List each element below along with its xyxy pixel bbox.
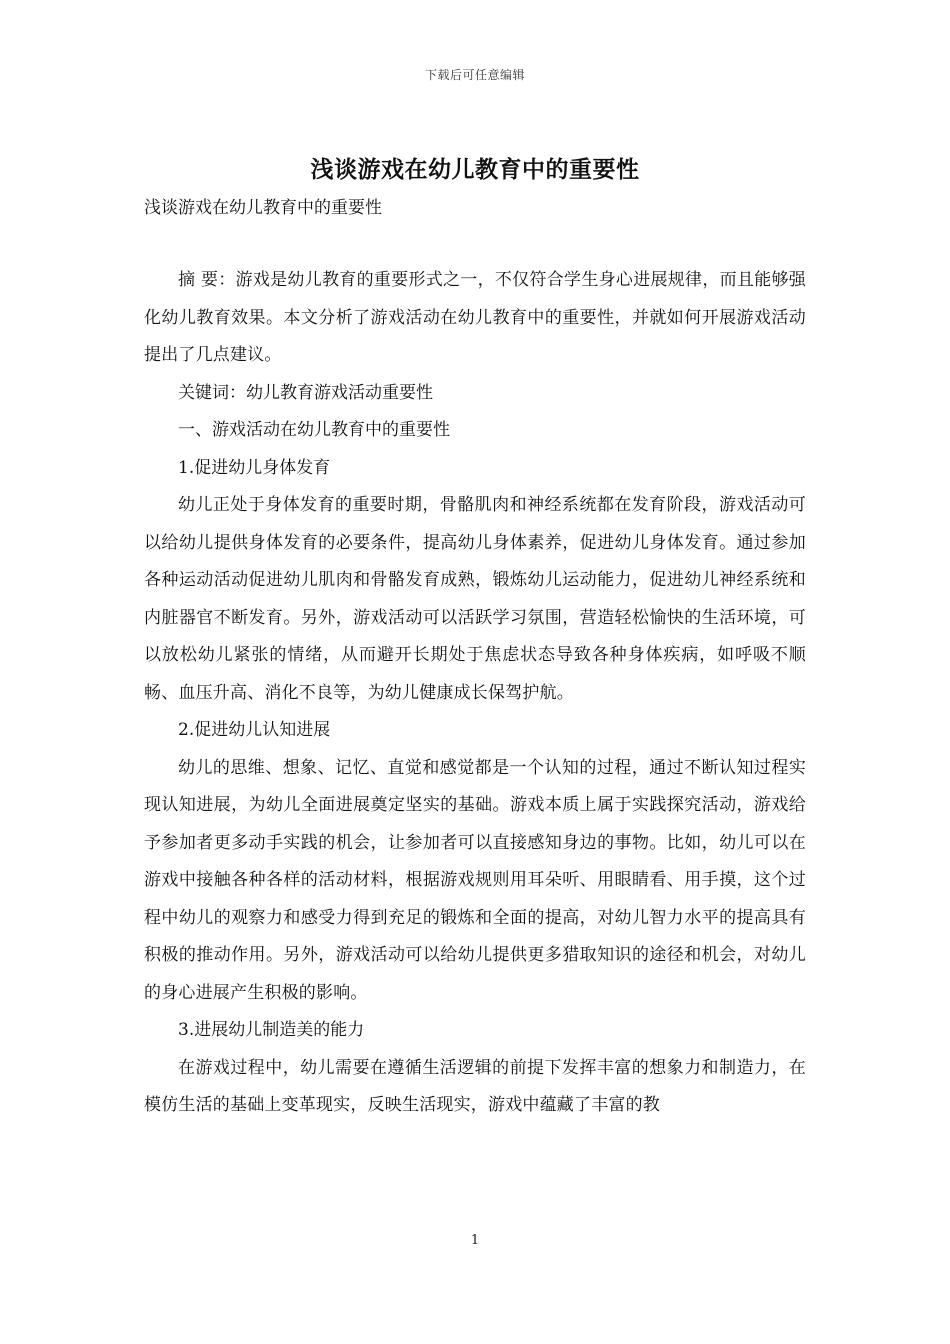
keywords-line: 关键词：幼儿教育游戏活动重要性	[178, 382, 433, 403]
subsection-heading-3: 3.进展幼儿制造美的能力	[178, 1020, 365, 1040]
page-number: 1	[470, 1233, 480, 1248]
subsection-paragraph-1: 幼儿正处于身体发育的重要时期，骨骼肌肉和神经系统都在发育阶段，游戏活动可以给幼儿提供身体发育的必要条件，提高幼儿身体素养，促进幼儿身体发育。通过参加各种运动活动促进幼儿肌肉和骨骼发育成熟，锻炼幼儿运动能力，促进幼儿神经系统和内脏器官不断发育。另外，游戏活动可以活跃学习氛围，营造轻松愉快的生活环境，可以放松幼儿紧张的情绪，从而避开长期处于焦虑状态导致各种身体疾病，如呼吸不顺畅、血压升高、消化不良等，为幼儿健康成长保驾护航。	[144, 495, 806, 703]
subsection-heading-2: 2.促进幼儿认知进展	[178, 720, 331, 740]
subsection-paragraph-2: 幼儿的思维、想象、记忆、直觉和感觉都是一个认知的过程，通过不断认知过程实现认知进展，为幼儿全面进展奠定坚实的基础。游戏本质上属于实践探究活动，游戏给予参加者更多动手实践的机会，让参加者可以直接感知身边的事物。比如，幼儿可以在游戏中接触各种各样的活动材料，根据游戏规则用耳朵听、用眼睛看、用手摸，这个过程中幼儿的观察力和感受力得到充足的锻炼和全面的提高，对幼儿智力水平的提高具有积极的推动作用。另外，游戏活动可以给幼儿提供更多猎取知识的途径和机会，对幼儿的身心进展产生积极的影响。	[144, 757, 806, 1003]
subsection-paragraph-3: 在游戏过程中，幼儿需要在遵循生活逻辑的前提下发挥丰富的想象力和制造力，在模仿生活的基础上变革现实，反映生活现实，游戏中蕴藏了丰富的教	[144, 1057, 806, 1115]
header-note: 下载后可任意编辑	[424, 68, 525, 82]
subsection-heading-1: 1.促进幼儿身体发育	[178, 457, 331, 478]
abstract-paragraph: 摘 要：游戏是幼儿教育的重要形式之一，不仅符合学生身心进展规律，而且能够强化幼儿教育效果。本文分析了游戏活动在幼儿教育中的重要性，并就如何开展游戏活动提出了几点建议。	[144, 270, 806, 365]
document-body	[144, 150, 806, 1125]
document-subtitle: 浅谈游戏在幼儿教育中的重要性	[144, 198, 382, 218]
section-heading-1: 一、游戏活动在幼儿教育中的重要性	[178, 420, 450, 440]
document-title: 浅谈游戏在幼儿教育中的重要性	[310, 156, 640, 183]
